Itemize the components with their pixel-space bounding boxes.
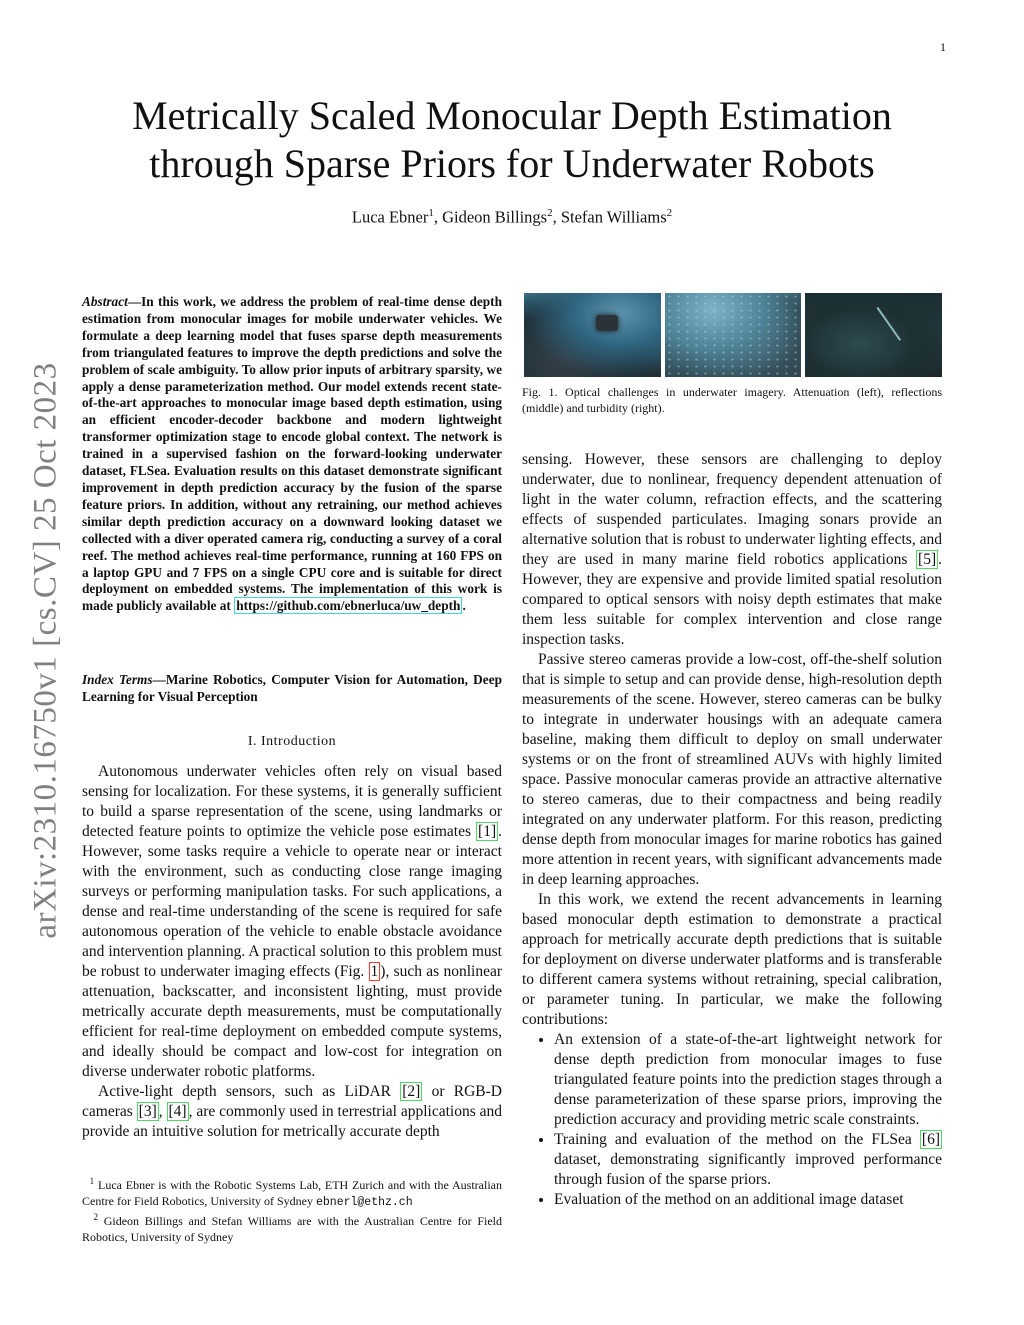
attenuation-image [524,293,661,377]
citation-link[interactable]: [3] [138,1103,157,1120]
text-run: ), such as nonlinear attenuation, backscatter, and inconsistent lighting, must provide metrically accurate depth measurements, must be computationally efficient for real-time deployment on embedded compute systems, and ideally should be compact and low-cost for integration on diverse underwater robotic platforms. [82,963,502,1080]
title-line-1: Metrically Scaled Monocular Depth Estimation [132,93,892,138]
footnote-text: Luca Ebner is with the Robotic Systems Lab, ETH Zurich and with the Australian Centre for Field Robotics, University of Sydney [82,1178,502,1208]
intro-paragraph-2 [82,1082,502,1142]
author-affiliation: 2 [547,207,553,219]
citation-link[interactable]: [1] [478,823,497,840]
text-run: Active-light depth sensors, such as LiDAR [98,1083,401,1100]
author-name: Gideon Billings [442,207,548,227]
text-run: , are commonly used in terrestrial applications and provide an intuitive solution for metrically accurate depth [82,1103,502,1140]
contributions-list [522,1030,942,1210]
citation-link[interactable]: [2] [402,1083,421,1100]
code-link[interactable]: https://github.com/ebnerluca/uw_depth [236,598,461,614]
footnotes [82,1174,502,1245]
citation-link[interactable]: [4] [168,1103,187,1120]
right-paragraph-3: In this work, we extend the recent advancements in learning based monocular depth estimation to demonstrate a practical approach for metrically accurate depth predictions that is suitable for deployment on diverse underwater platforms and is transferable to different camera systems without retraining, special calibration, or parameter tuning. In particular, we make the following contributions: [522,891,942,1028]
footnote-1 [82,1174,502,1210]
section-heading: I. Introduction [247,734,337,749]
text-run: dataset, demonstrating significantly improved performance through fusion of the sparse priors. [554,1151,942,1188]
text-run: Training and evaluation of the method on the FLSea [554,1131,920,1148]
right-column-body [522,450,942,1210]
abstract-label: Abstract [82,294,128,309]
index-terms-label: Index Terms [82,672,153,687]
footnote-mark: 2 [93,1212,98,1222]
turbidity-image [805,293,942,377]
author-name: Stefan Williams [560,207,667,227]
text-run: Autonomous underwater vehicles often rely on visual based sensing for localization. For these systems, it is generally sufficient to build a sparse representation of the scene, using landmarks or detected feature points to optimize the vehicle pose estimates [82,763,502,840]
footnote-text: Gideon Billings and Stefan Williams are with the Australian Centre for Field Robotics, University of Sydney [82,1214,502,1244]
intro-body [82,762,502,1142]
arxiv-id: arXiv:2310.16750v1 [cs.CV] 25 Oct 2023 [27,361,64,939]
reflections-image [665,293,802,377]
citation-link[interactable]: [5] [918,551,937,568]
contribution-item: • Evaluation of the method on an additional image dataset [554,1190,942,1210]
text-run: or RGB-D cameras [82,1083,502,1120]
abstract-text: In this work, we address the problem of real-time dense depth estimation from monocular images for mobile underwater vehicles. We formulate a deep learning model that fuses sparse depth measurements from triangulated features to improve the depth predictions and solve the problem of scale ambiguity. To allow prior inputs of arbitrary sparsity, we apply a dense parameterization method. Our model extends recent state-of-the-art approaches to monocular image based depth estimation, using an efficient encoder-decoder backbone and modern lightweight transformer optimization stage to encode global context. The network is trained in a supervised fashion on the forward-looking underwater dataset, FLSea. Evaluation results on this dataset demonstrate significant improvement in depth prediction accuracy by the fusion of the sparse feature priors. In addition, without any retraining, our method achieves similar depth prediction accuracy on a downward looking dataset we collected with a diver operated camera rig, conducting a survey of a coral reef. The method achieves real-time performance, running at 160 FPS on a laptop GPU and 7 FPS on a single CPU core and is suitable for direct deployment on embedded systems. The implementation of this work is made publicly available at [82,294,502,614]
index-terms-text: Marine Robotics, Computer Vision for Automation, Deep Learning for Visual Perception [82,672,502,704]
citation-link[interactable]: [6] [921,1131,940,1148]
author-list: Luca Ebner$^1$, Gideon Billings$^2$, Stefan Williams$^2$ [351,207,673,227]
footnote-2 [82,1210,502,1245]
figure-caption: Fig. 1. Optical challenges in underwater imagery. Attenuation (left), reflections (middle) and turbidity (right). [522,385,942,415]
index-terms [82,672,502,706]
text-run: . However, they are expensive and provide limited spatial resolution compared to optical sensors with noisy depth estimates that make them less suitable for complex intervention and close range inspection tasks. [522,551,942,648]
figure-link[interactable]: 1 [370,963,379,980]
paper-title [100,92,924,188]
title-line-2: through Sparse Priors for Underwater Robots [149,141,875,186]
abstract [82,294,502,615]
author-email[interactable]: ebnerl@ethz.ch [315,1195,413,1209]
contribution-item [554,1130,942,1190]
author-affiliation: 2 [666,207,673,219]
abstract-dash: — [127,294,142,309]
arxiv-watermark [22,350,70,950]
abstract-end: . [462,598,466,614]
right-paragraph-2: Passive stereo cameras provide a low-cost, off-the-shelf solution that is simple to setup and can provide dense, high-resolution depth measurements of the scene. However, stereo cameras can be bulky to integrate in underwater housings with an adequate camera baseline, making them difficult to deploy on small underwater systems or on the front of streamlined AUVs with highly limited space. Passive monocular cameras provide an attractive alternative to stereo cameras, due to their compactness and being readily integrated on any underwater platform. For this reason, predicting dense depth from monocular images for marine robotics has gained more attention in recent years, with significant advancements made in deep learning approaches. [522,651,942,888]
text-run: sensing. However, these sensors are challenging to deploy underwater, due to nonlinear, frequency dependent attenuation of light in the water column, refraction effects, and the scattering effects of suspended particulates. Imaging sonars provide an alternative solution that is robust to underwater lighting effects, and they are used in many marine field robotics applications [522,451,942,568]
text-run: . However, some tasks require a vehicle to operate near or interact with the environment, such as conducting close range imaging surveys or performing manipulation tasks. For such applications, a dense and real-time understanding of the scene is required for safe autonomous operation of the vehicle to enable obstacle avoidance and intervention planning. A practical solution to this problem must be robust to underwater imaging effects (Fig. [82,823,502,980]
footnote-mark: 1 [89,1176,95,1186]
figure-1 [524,293,942,377]
index-terms-dash: — [152,672,166,687]
contribution-item: • An extension of a state-of-the-art lightweight network for dense depth prediction from monocular images to fuse triangulated feature points into the prediction stages through a dense parameterization of these sparse priors, improving the prediction accuracy and providing metric scale constraints. [554,1030,942,1130]
intro-paragraph-1 [82,762,502,1082]
author-affiliation: 1 [428,207,434,219]
page-number: 1 [940,40,946,54]
text-run: , [158,1103,167,1120]
author-name: Luca Ebner [351,207,429,227]
right-paragraph-1 [522,450,942,650]
